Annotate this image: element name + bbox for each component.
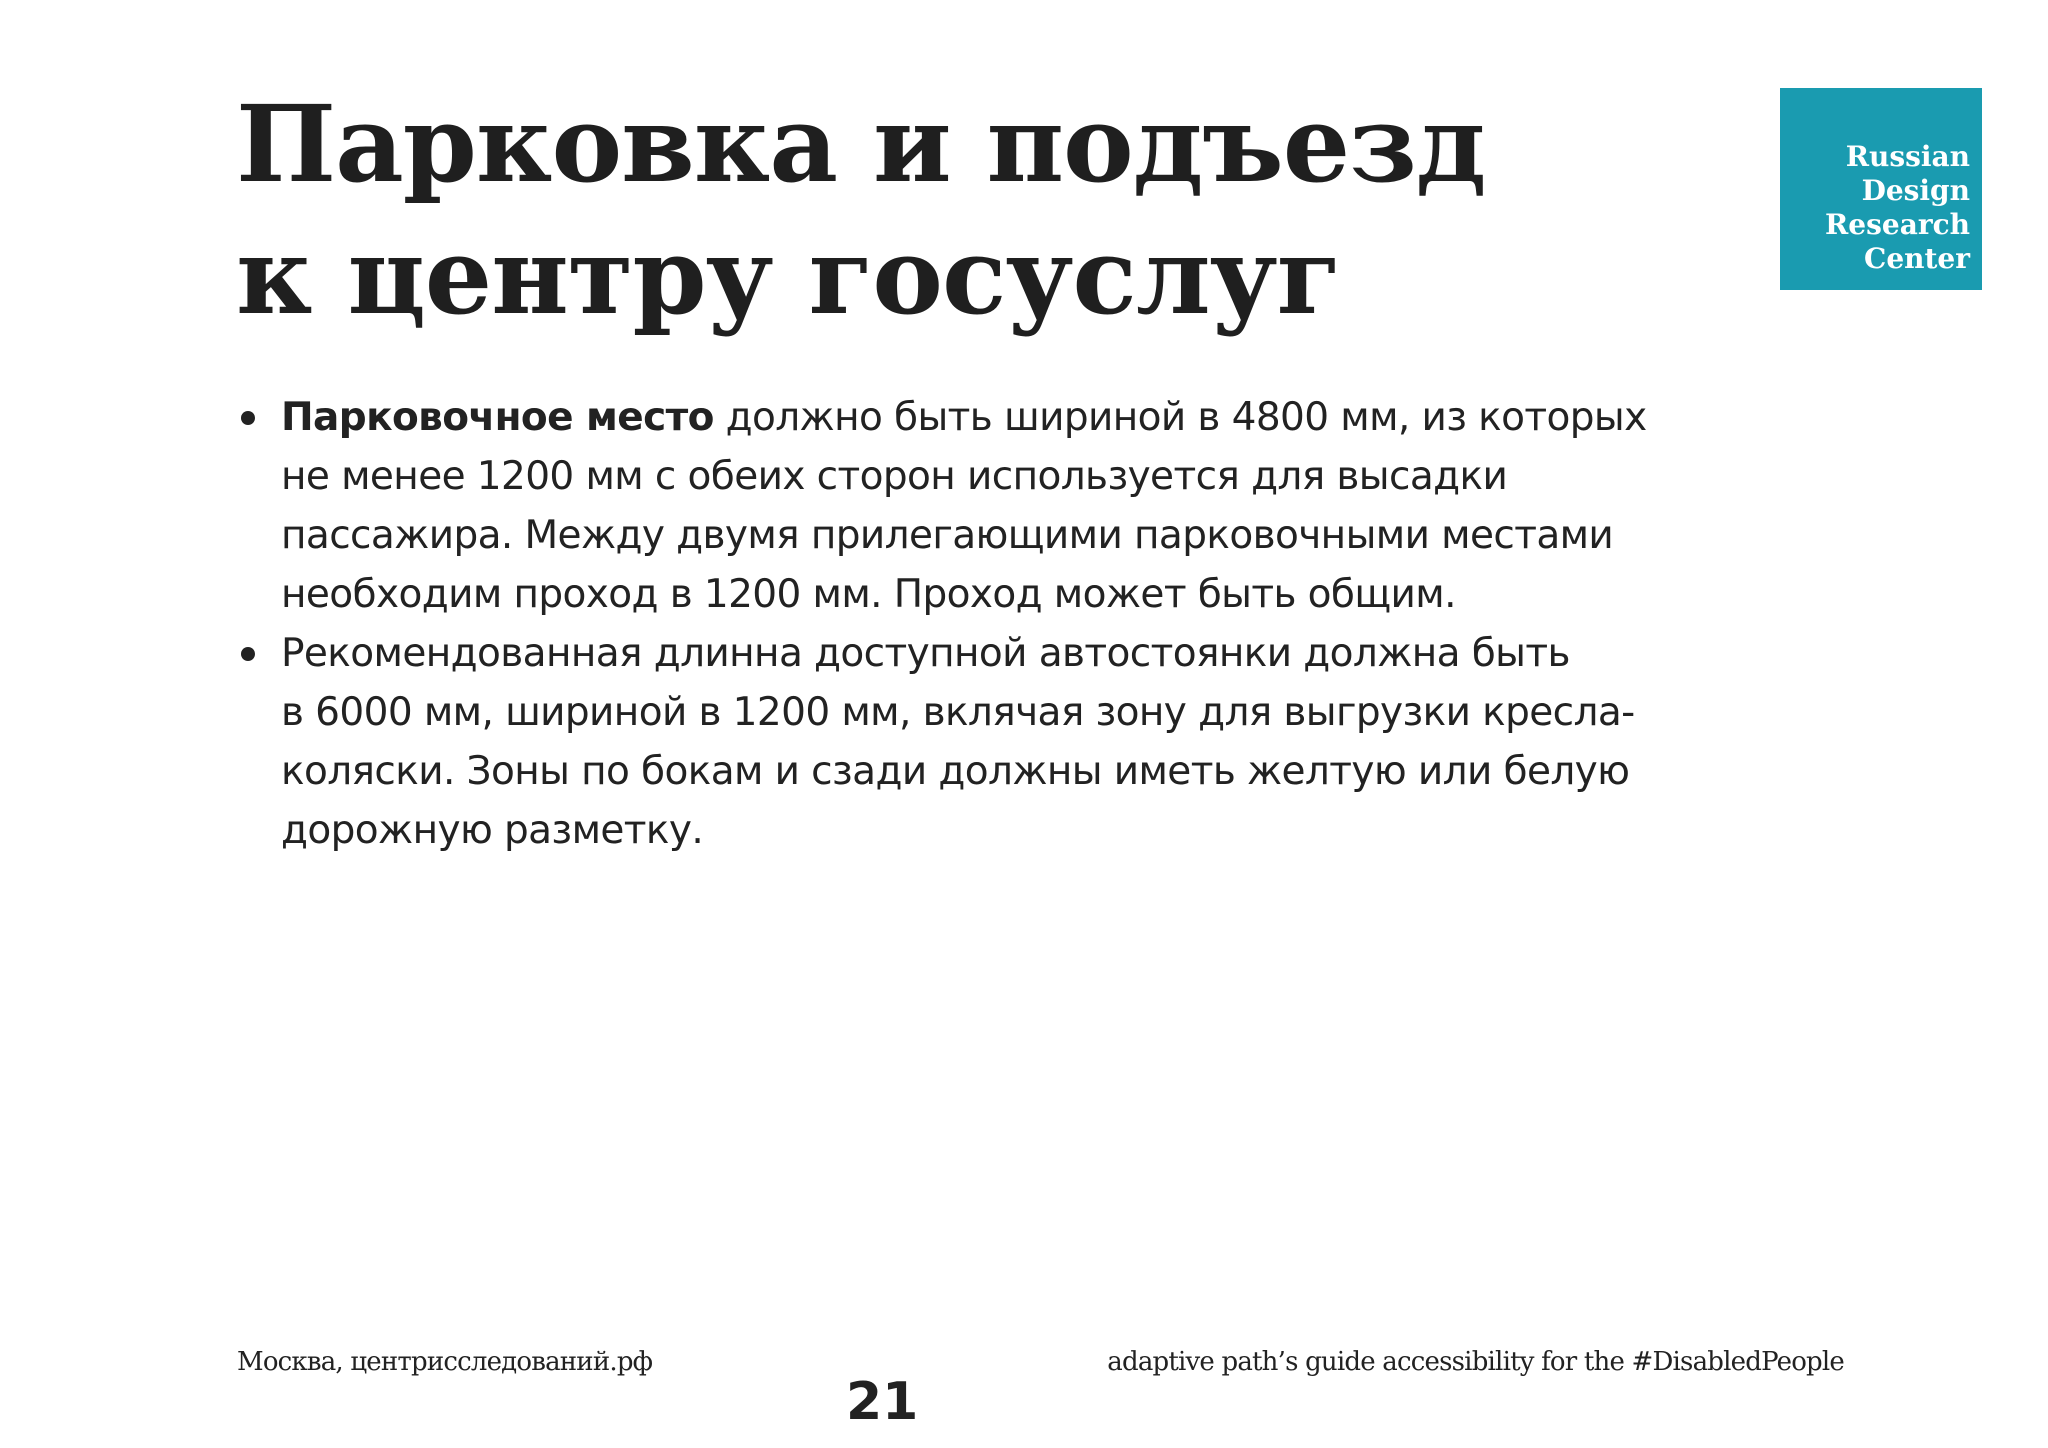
title-line: Парковка и подъезд: [236, 81, 1486, 206]
footer-guide-title: adaptive path’s guide accessibility for the #DisabledPeople: [1107, 1347, 1844, 1377]
logo-text: [1825, 140, 1970, 276]
page-number: 21: [846, 1372, 919, 1432]
bullet-item: [238, 388, 1647, 624]
bullet-line: необходим проход в 1200 мм. Проход может быть общим.: [281, 572, 1456, 617]
bullet-line: дорожную разметку.: [281, 808, 704, 853]
footer-location: Москва, центрисследований.рф: [237, 1347, 653, 1377]
bullet-line: не менее 1200 мм с обеих сторон используется для высадки: [281, 454, 1508, 499]
page-title: [236, 78, 1485, 342]
bullet-icon: [241, 411, 255, 425]
bullet-line: в 6000 мм, шириной в 1200 мм, вклячая зону для выгрузки кресла-: [281, 690, 1635, 735]
logo-line: Design: [1861, 174, 1970, 207]
text: должно быть шириной в 4800 мм, из которых: [713, 395, 1647, 440]
bullet-line: пассажира. Между двумя прилегающими парковочными местами: [281, 513, 1614, 558]
logo-line: Center: [1864, 242, 1970, 275]
rdrc-logo: [1780, 88, 1982, 290]
bullet-item: [238, 624, 1647, 860]
logo-line: Russian: [1845, 140, 1970, 173]
bullet-list: [238, 388, 1647, 860]
bullet-line: коляски. Зоны по бокам и сзади должны иметь желтую или белую: [281, 749, 1630, 794]
title-line: к центру госуслуг: [236, 213, 1341, 338]
bold-term: Парковочное место: [281, 395, 714, 440]
logo-line: Research: [1825, 208, 1970, 241]
bullet-icon: [241, 647, 255, 661]
bullet-line: [281, 388, 1647, 447]
bullet-line: Рекомендованная длинна доступной автостоянки должна быть: [281, 631, 1570, 676]
